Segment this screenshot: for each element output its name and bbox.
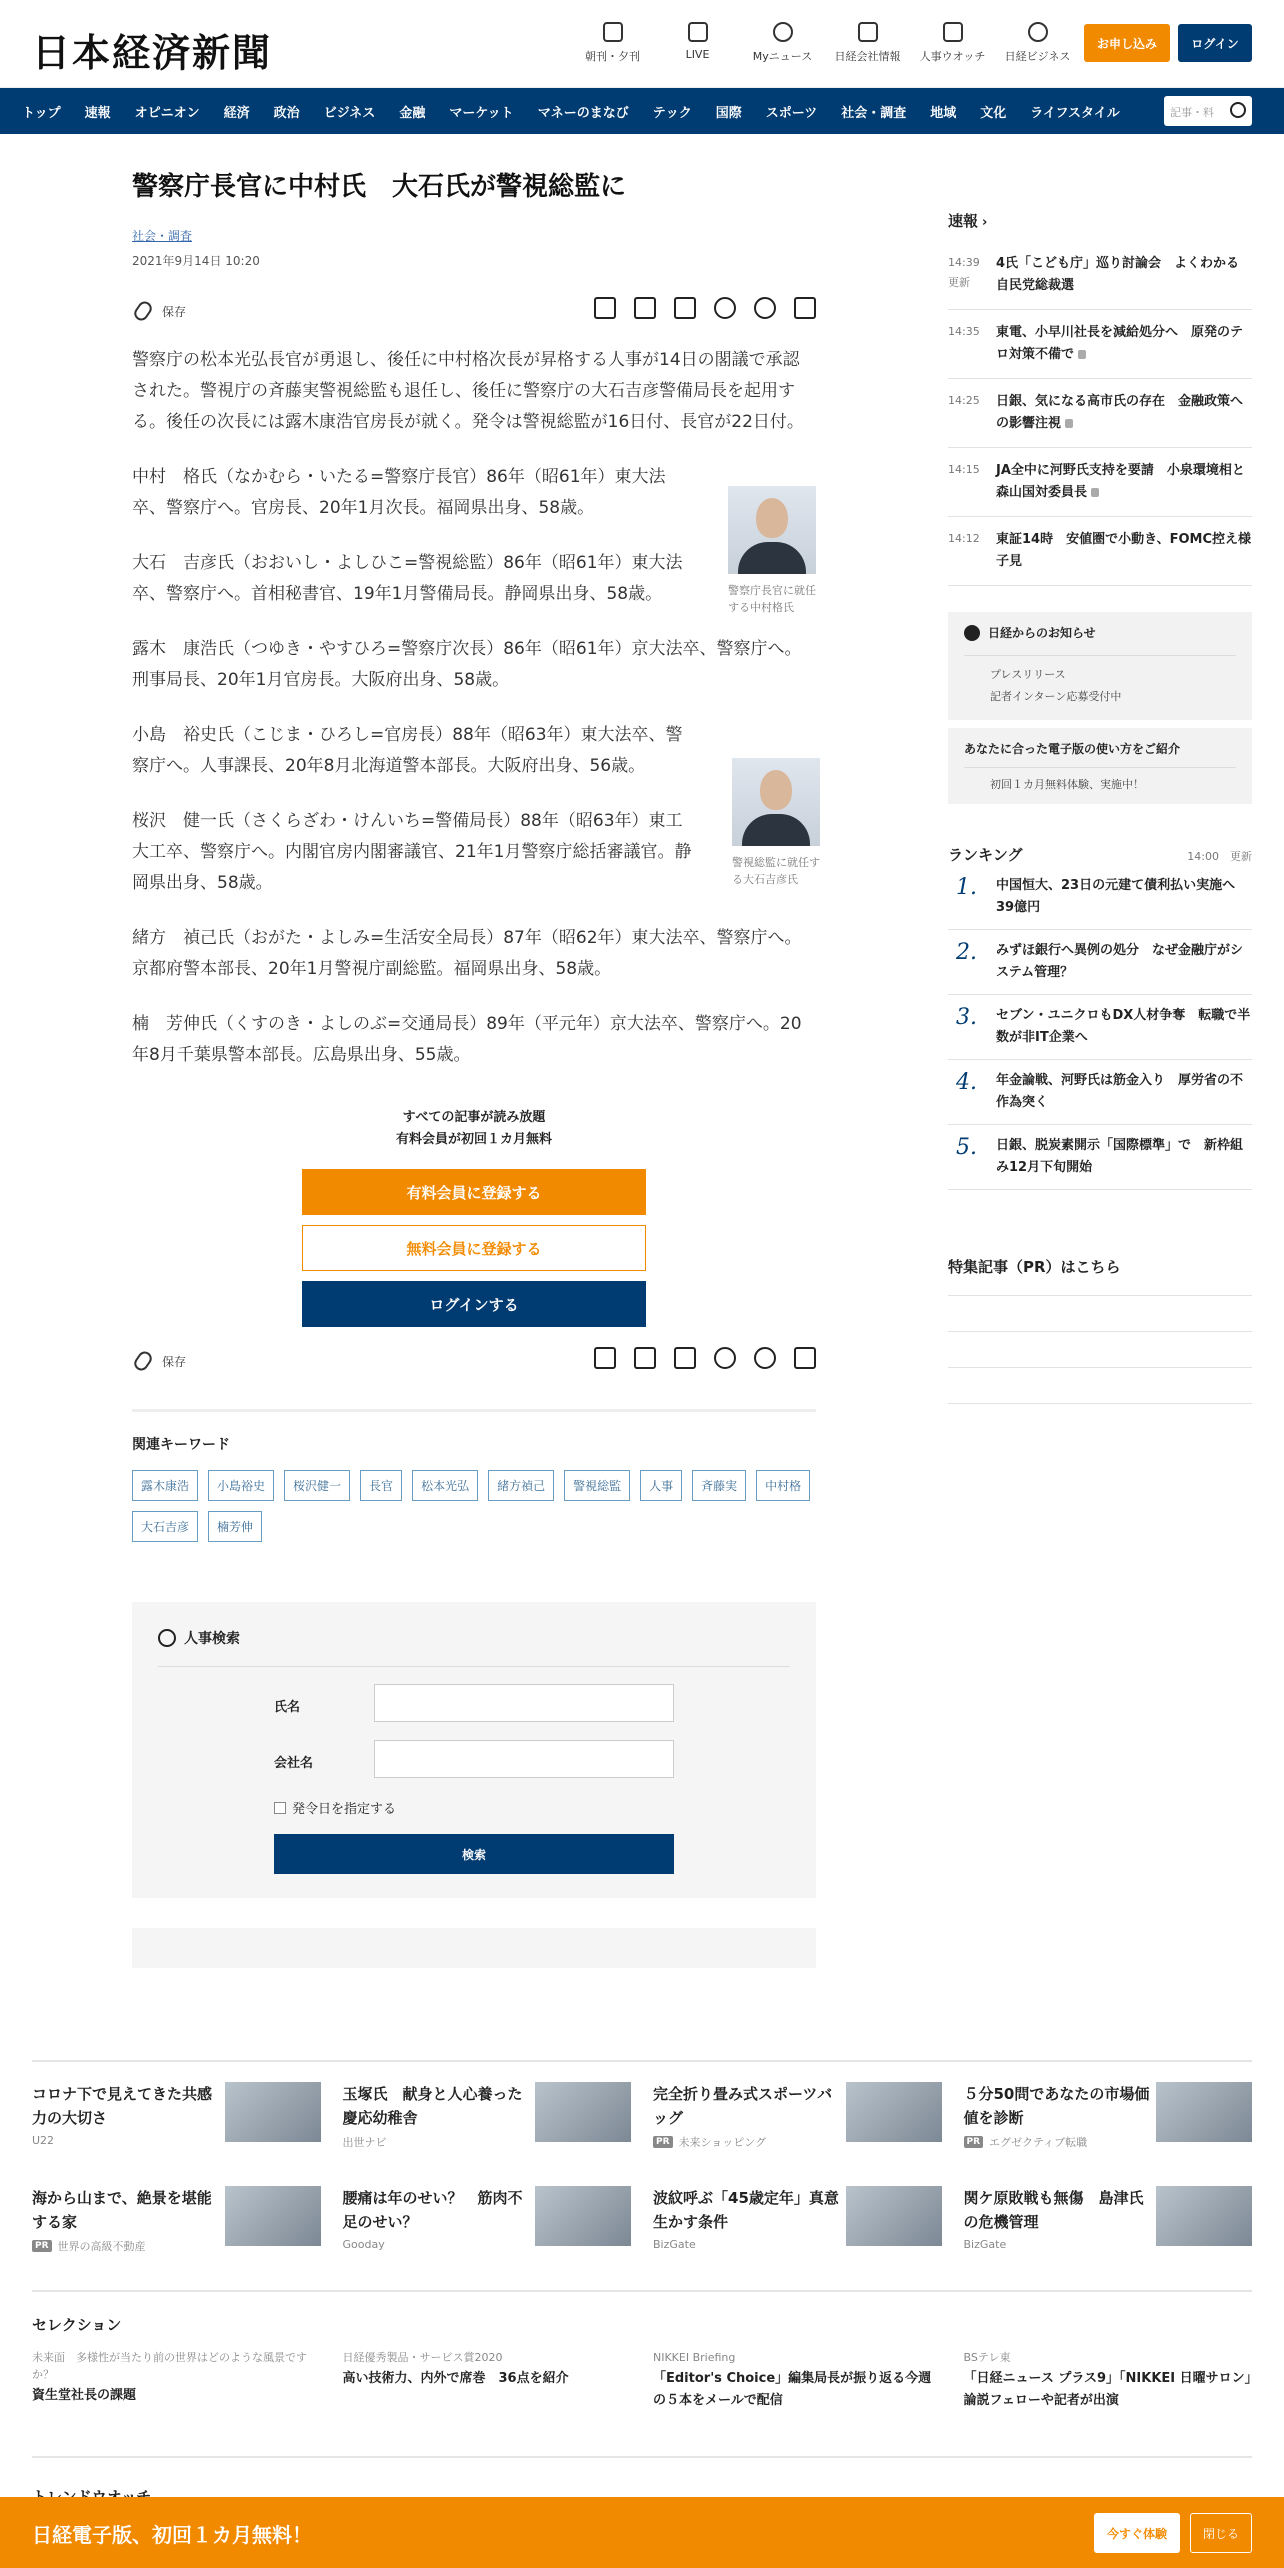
photo-oishi[interactable] xyxy=(732,758,820,846)
promo-image xyxy=(535,2186,631,2246)
video-icon xyxy=(688,22,708,42)
article-toolbar-bottom xyxy=(132,1341,816,1381)
personnel-search-title: 人事検索 xyxy=(158,1628,240,1648)
pr-slot xyxy=(948,1296,1252,1332)
promo-card[interactable]: ５分50問であなたの市場価値を診断 PR エグゼクティブ転職 xyxy=(964,2062,1253,2166)
nav-my-news[interactable]: Myニュース xyxy=(740,20,825,64)
nikkei-logo[interactable]: 日本経済新聞 xyxy=(32,30,273,75)
nav-company-info[interactable]: 日経会社情報 xyxy=(825,20,910,64)
ad-placeholder xyxy=(132,1928,816,1968)
search-icon xyxy=(943,22,963,42)
nav-finance[interactable]: 金融 xyxy=(399,105,426,121)
promo-message: 日経電子版、初回１カ月無料！ xyxy=(32,2523,312,2547)
ranking-item[interactable]: 4. 年金論戦、河野氏は筋金入り 厚労省の不作為突く xyxy=(948,1060,1252,1125)
name-field[interactable] xyxy=(374,1684,674,1722)
login-button[interactable]: ログインする xyxy=(302,1281,646,1327)
search-input[interactable]: 記事・料 xyxy=(1164,96,1252,126)
facebook-icon[interactable] xyxy=(754,1347,776,1369)
ranking-item[interactable]: 3. セブン・ユニクロもDX人材争奪 転職で半数が非IT企業へ xyxy=(948,995,1252,1060)
company-label: 会社名 xyxy=(274,1756,314,1771)
header-login-button[interactable]: ログイン xyxy=(1178,24,1252,62)
nav-flash[interactable]: 速報 xyxy=(84,105,111,121)
note-icon[interactable] xyxy=(674,297,696,319)
header-nav xyxy=(570,20,1080,64)
nav-sports[interactable]: スポーツ xyxy=(765,105,818,121)
keyword-tag[interactable]: 人事 xyxy=(640,1470,682,1501)
flash-item[interactable]: 14:25 日銀、気になる高市氏の存在 金融政策への影響注視 xyxy=(948,379,1252,448)
usage-notice-title[interactable]: あなたに合った電子版の使い方をご紹介 xyxy=(964,742,1181,756)
nav-region[interactable]: 地域 xyxy=(930,105,957,121)
twitter-icon[interactable] xyxy=(714,297,736,319)
nav-international[interactable]: 国際 xyxy=(715,105,742,121)
paperclip-icon xyxy=(132,299,155,323)
save-button[interactable]: 保存 xyxy=(136,301,186,321)
divider xyxy=(132,1409,816,1412)
user-icon xyxy=(773,22,793,42)
article-lead: 警察庁の松本光弘長官が勇退し、後任に中村格次長が昇格する人事が14日の閣議で承認された。警視庁の斉藤実警視総監も退任し、後任に警察庁の大石吉彦警備局長を起用する。後任の次長には露木康浩官房長が就く。発令は警視総監が16日付、長官が22日付。 xyxy=(132,350,804,432)
nav-money[interactable]: マネーのまなび xyxy=(537,105,629,121)
promo-card[interactable]: 波紋呼ぶ「45歳定年」真意生かす条件 BizGate xyxy=(653,2166,942,2270)
paperclip-icon xyxy=(132,1349,155,1373)
figure-caption: 警視総監に就任する大石吉彦氏 xyxy=(732,856,820,886)
promo-card[interactable]: コロナ下で見えてきた共感力の大切さ U22 xyxy=(32,2062,321,2166)
selection-title: セレクション xyxy=(32,2316,122,2334)
pr-features-link[interactable]: 特集記事（PR）はこちら xyxy=(948,1256,1252,1296)
keyword-tag[interactable]: 中村格 xyxy=(756,1470,810,1501)
ranking-title[interactable]: ランキング xyxy=(948,846,1023,864)
company-field[interactable] xyxy=(374,1740,674,1778)
site-header xyxy=(0,0,1284,88)
selection-card[interactable]: BSテレ東 「日経ニュース プラス9」「NIKKEI 日曜サロン」論説フェローや記者が出演 xyxy=(963,2351,1252,2408)
flash-item[interactable]: 14:35 東電、小早川社長を減給処分へ 原発のテロ対策不備で xyxy=(948,310,1252,379)
ranking-item[interactable]: 5. 日銀、脱炭素開示「国際標準」で 新枠組み12月下旬開始 xyxy=(948,1125,1252,1190)
lock-icon xyxy=(1065,419,1073,428)
keyword-tag[interactable]: 警視総監 xyxy=(564,1470,630,1501)
nav-lifestyle[interactable]: ライフスタイル xyxy=(1030,105,1120,121)
date-checkbox[interactable] xyxy=(274,1802,286,1814)
notice-item[interactable]: 記者インターン応募受付中 xyxy=(990,690,1122,703)
keyword-tag[interactable]: 大石吉彦 xyxy=(132,1511,198,1542)
paywall-line1: すべての記事が読み放題 xyxy=(402,1110,546,1125)
article-body xyxy=(132,462,820,1071)
article-toolbar xyxy=(132,291,816,331)
paragraph: 露木 康浩氏（つゆき・やすひろ=警察庁次長）86年（昭61年）京大法卒、警察庁へ。刑事局長、20年1月官房長。大阪府出身、58歳。 xyxy=(132,639,802,690)
apply-button[interactable]: お申し込み xyxy=(1084,24,1170,62)
paragraph: 大石 吉彦氏（おおいし・よしひこ=警視総監）86年（昭61年）東大法卒、警察庁へ。首相秘書官、19年1月警備局長。静岡県出身、58歳。 xyxy=(132,553,683,604)
keyword-tag[interactable]: 楠芳伸 xyxy=(208,1511,262,1542)
paywall-line2: 有料会員が初回１カ月無料 xyxy=(395,1132,552,1147)
category-navbar xyxy=(0,88,1284,134)
keyword-tag[interactable]: 緒方禎己 xyxy=(488,1470,554,1501)
promo-card[interactable]: 腰痛は年のせい？ 筋肉不足のせい？ Gooday xyxy=(343,2166,632,2270)
paragraph: 中村 格氏（なかむら・いたる=警察庁長官）86年（昭61年）東大法卒、警察庁へ。官房長、20年1月次長。福岡県出身、58歳。 xyxy=(132,467,666,518)
keyword-list xyxy=(132,1470,816,1542)
lock-icon xyxy=(1091,488,1099,497)
selection-grid xyxy=(32,2349,1252,2412)
flash-item[interactable]: 14:12 東証14時 安値圏で小動き、FOMC控え様子見 xyxy=(948,517,1252,586)
print-icon[interactable] xyxy=(594,297,616,319)
nav-personnel-watch[interactable]: 人事ウオッチ xyxy=(910,20,995,64)
nav-nikkei-business[interactable]: 日経ビジネス xyxy=(995,20,1080,64)
notice-list xyxy=(964,655,1236,708)
twitter-icon[interactable] xyxy=(714,1347,736,1369)
photo-nakamura[interactable] xyxy=(728,486,816,574)
share-icon[interactable] xyxy=(794,1347,816,1369)
keywords-title: 関連キーワード xyxy=(132,1437,230,1453)
chart-icon xyxy=(858,22,878,42)
share-tools xyxy=(594,297,816,319)
selection-card[interactable]: 日経優秀製品・サービス賞2020 高い技術力、内外で席巻 36点を紹介 xyxy=(342,2351,569,2386)
promo-card[interactable]: 玉塚氏 献身と人心養った慶応幼稚舎 出世ナビ xyxy=(343,2062,632,2166)
date-checkbox-row[interactable]: 発令日を指定する xyxy=(274,1798,396,1817)
keyword-tag[interactable]: 松本光弘 xyxy=(412,1470,478,1501)
name-label: 氏名 xyxy=(274,1700,301,1715)
pr-badge: PR xyxy=(32,2240,52,2252)
flash-title[interactable]: 速報 › xyxy=(948,212,988,230)
search-icon[interactable] xyxy=(1230,102,1246,118)
nav-tech[interactable]: テック xyxy=(652,105,692,121)
ranking-item[interactable]: 1. 中国恒大、23日の元建て債利払い実施へ 39億円 xyxy=(948,865,1252,930)
selection-card[interactable]: NIKKEI Briefing 「Editor's Choice」編集局長が振り返る今週の５本をメールで配信 xyxy=(653,2351,932,2408)
pr-badge: PR xyxy=(653,2136,673,2148)
keyword-tag[interactable]: 長官 xyxy=(360,1470,402,1501)
share-tools xyxy=(594,1347,816,1369)
selection-card[interactable]: 未来面 多様性が当たり前の世界はどのような風景ですか？ 資生堂社長の課題 xyxy=(32,2351,307,2403)
promo-card[interactable]: 関ケ原敗戦も無傷 島津氏の危機管理 BizGate xyxy=(964,2166,1253,2270)
category-list xyxy=(22,88,1144,134)
usage-notice-item[interactable]: 初回１カ月無料体験、実施中！ xyxy=(964,767,1236,792)
pr-badge: PR xyxy=(964,2136,984,2148)
article-date: 2021年9月14日 10:20 xyxy=(132,254,260,268)
chevron-right-icon: › xyxy=(982,215,988,230)
flash-list xyxy=(948,241,1252,586)
personnel-search-button[interactable]: 検索 xyxy=(274,1834,674,1874)
compass-icon xyxy=(1028,22,1048,42)
newspaper-icon xyxy=(603,22,623,42)
category-link[interactable]: 社会・調査 xyxy=(132,229,193,243)
nav-business[interactable]: ビジネス xyxy=(323,105,376,121)
selection-section xyxy=(32,2290,1252,2412)
pr-slot xyxy=(948,1332,1252,1368)
promo-image xyxy=(846,2082,942,2142)
article xyxy=(132,134,820,1968)
try-now-button[interactable]: 今すぐ体験 xyxy=(1094,2513,1180,2553)
nav-politics[interactable]: 政治 xyxy=(273,105,300,121)
info-icon xyxy=(964,625,980,641)
save-button[interactable]: 保存 xyxy=(136,1351,186,1371)
print-icon[interactable] xyxy=(594,1347,616,1369)
personnel-search xyxy=(132,1602,816,1898)
promo-image xyxy=(225,2186,321,2246)
sidebar xyxy=(948,134,1252,1404)
notice-item[interactable]: プレスリリース xyxy=(990,668,1066,681)
promo-image xyxy=(846,2186,942,2246)
nav-economy[interactable]: 経済 xyxy=(223,105,250,121)
mail-icon[interactable] xyxy=(634,1347,656,1369)
mail-icon[interactable] xyxy=(634,297,656,319)
keyword-tag[interactable]: 小島裕史 xyxy=(208,1470,274,1501)
nav-opinion[interactable]: オピニオン xyxy=(134,105,200,121)
promo-grid xyxy=(32,2062,1252,2270)
nav-society[interactable]: 社会・調査 xyxy=(841,105,907,121)
paragraph: 桜沢 健一氏（さくらざわ・けんいち=警備局長）88年（昭63年）東工大工卒、警察庁へ。内閣官房内閣審議官、21年1月警察庁総括審議官。静岡県出身、58歳。 xyxy=(132,811,692,893)
flash-item[interactable]: 14:39 更新 4氏「こども庁」巡り討論会 よくわかる自民党総裁選 xyxy=(948,241,1252,310)
promo-image xyxy=(1156,2082,1252,2142)
paragraph: 緒方 禎己氏（おがた・よしみ=生活安全局長）87年（昭62年）東大法卒、警察庁へ。京都府警本部長、20年1月警視庁副総監。福岡県出身、58歳。 xyxy=(132,928,802,979)
search-icon xyxy=(158,1629,176,1647)
ranking-header xyxy=(948,844,1252,865)
keyword-tag[interactable]: 桜沢健一 xyxy=(284,1470,350,1501)
paid-register-button[interactable]: 有料会員に登録する xyxy=(302,1169,646,1215)
free-register-button[interactable]: 無料会員に登録する xyxy=(302,1225,646,1271)
promo-image xyxy=(535,2082,631,2142)
pr-slot xyxy=(948,1368,1252,1404)
usage-notice xyxy=(948,728,1252,804)
promo-card[interactable]: 完全折り畳み式スポーツバッグ PR 未来ショッピング xyxy=(653,2062,942,2166)
article-title: 警察庁長官に中村氏 大石氏が警視総監に xyxy=(132,172,627,202)
paywall xyxy=(132,1107,816,1327)
nikkei-notice xyxy=(948,612,1252,720)
divider xyxy=(158,1666,790,1667)
paragraph: 小島 裕史氏（こじま・ひろし=官房長）88年（昭63年）東大法卒、警察庁へ。人事課長、20年8月北海道警本部長。大阪府出身、56歳。 xyxy=(132,725,683,776)
nav-top[interactable]: トップ xyxy=(22,105,61,121)
nav-morning-evening[interactable]: 朝刊・夕刊 xyxy=(570,20,655,64)
paragraph: 楠 芳伸氏（くすのき・よしのぶ=交通局長）89年（平元年）京大法卒、警察庁へ。20年8月千葉県警本部長。広島県出身、55歳。 xyxy=(132,1014,802,1065)
facebook-icon[interactable] xyxy=(754,297,776,319)
figure-oishi xyxy=(732,758,820,888)
ranking-item[interactable]: 2. みずほ銀行へ異例の処分 なぜ金融庁がシステム管理？ xyxy=(948,930,1252,995)
nav-market[interactable]: マーケット xyxy=(449,105,514,121)
bottom-promo-bar xyxy=(0,2497,1284,2568)
nav-culture[interactable]: 文化 xyxy=(980,105,1007,121)
promo-image xyxy=(1156,2186,1252,2246)
ranking-list xyxy=(948,865,1252,1190)
nav-live[interactable]: LIVE xyxy=(655,20,740,64)
figure-caption: 警察庁長官に就任する中村格氏 xyxy=(728,584,816,614)
flash-item[interactable]: 14:15 JA全中に河野氏支持を要請 小泉環境相と森山国対委員長 xyxy=(948,448,1252,517)
share-icon[interactable] xyxy=(794,297,816,319)
lock-icon xyxy=(1078,350,1086,359)
promo-card[interactable]: 海から山まで、絶景を堪能する家 PR 世界の高級不動産 xyxy=(32,2166,321,2270)
figure-nakamura xyxy=(728,486,816,616)
note-icon[interactable] xyxy=(674,1347,696,1369)
promo-image xyxy=(225,2082,321,2142)
keyword-tag[interactable]: 斉藤実 xyxy=(692,1470,746,1501)
ranking-updated: 14:00 更新 xyxy=(1187,850,1252,863)
notice-title[interactable]: 日経からのお知らせ xyxy=(964,624,1236,641)
keyword-tag[interactable]: 露木康浩 xyxy=(132,1470,198,1501)
promo-section xyxy=(32,2060,1252,2270)
close-button[interactable]: 閉じる xyxy=(1190,2513,1252,2553)
